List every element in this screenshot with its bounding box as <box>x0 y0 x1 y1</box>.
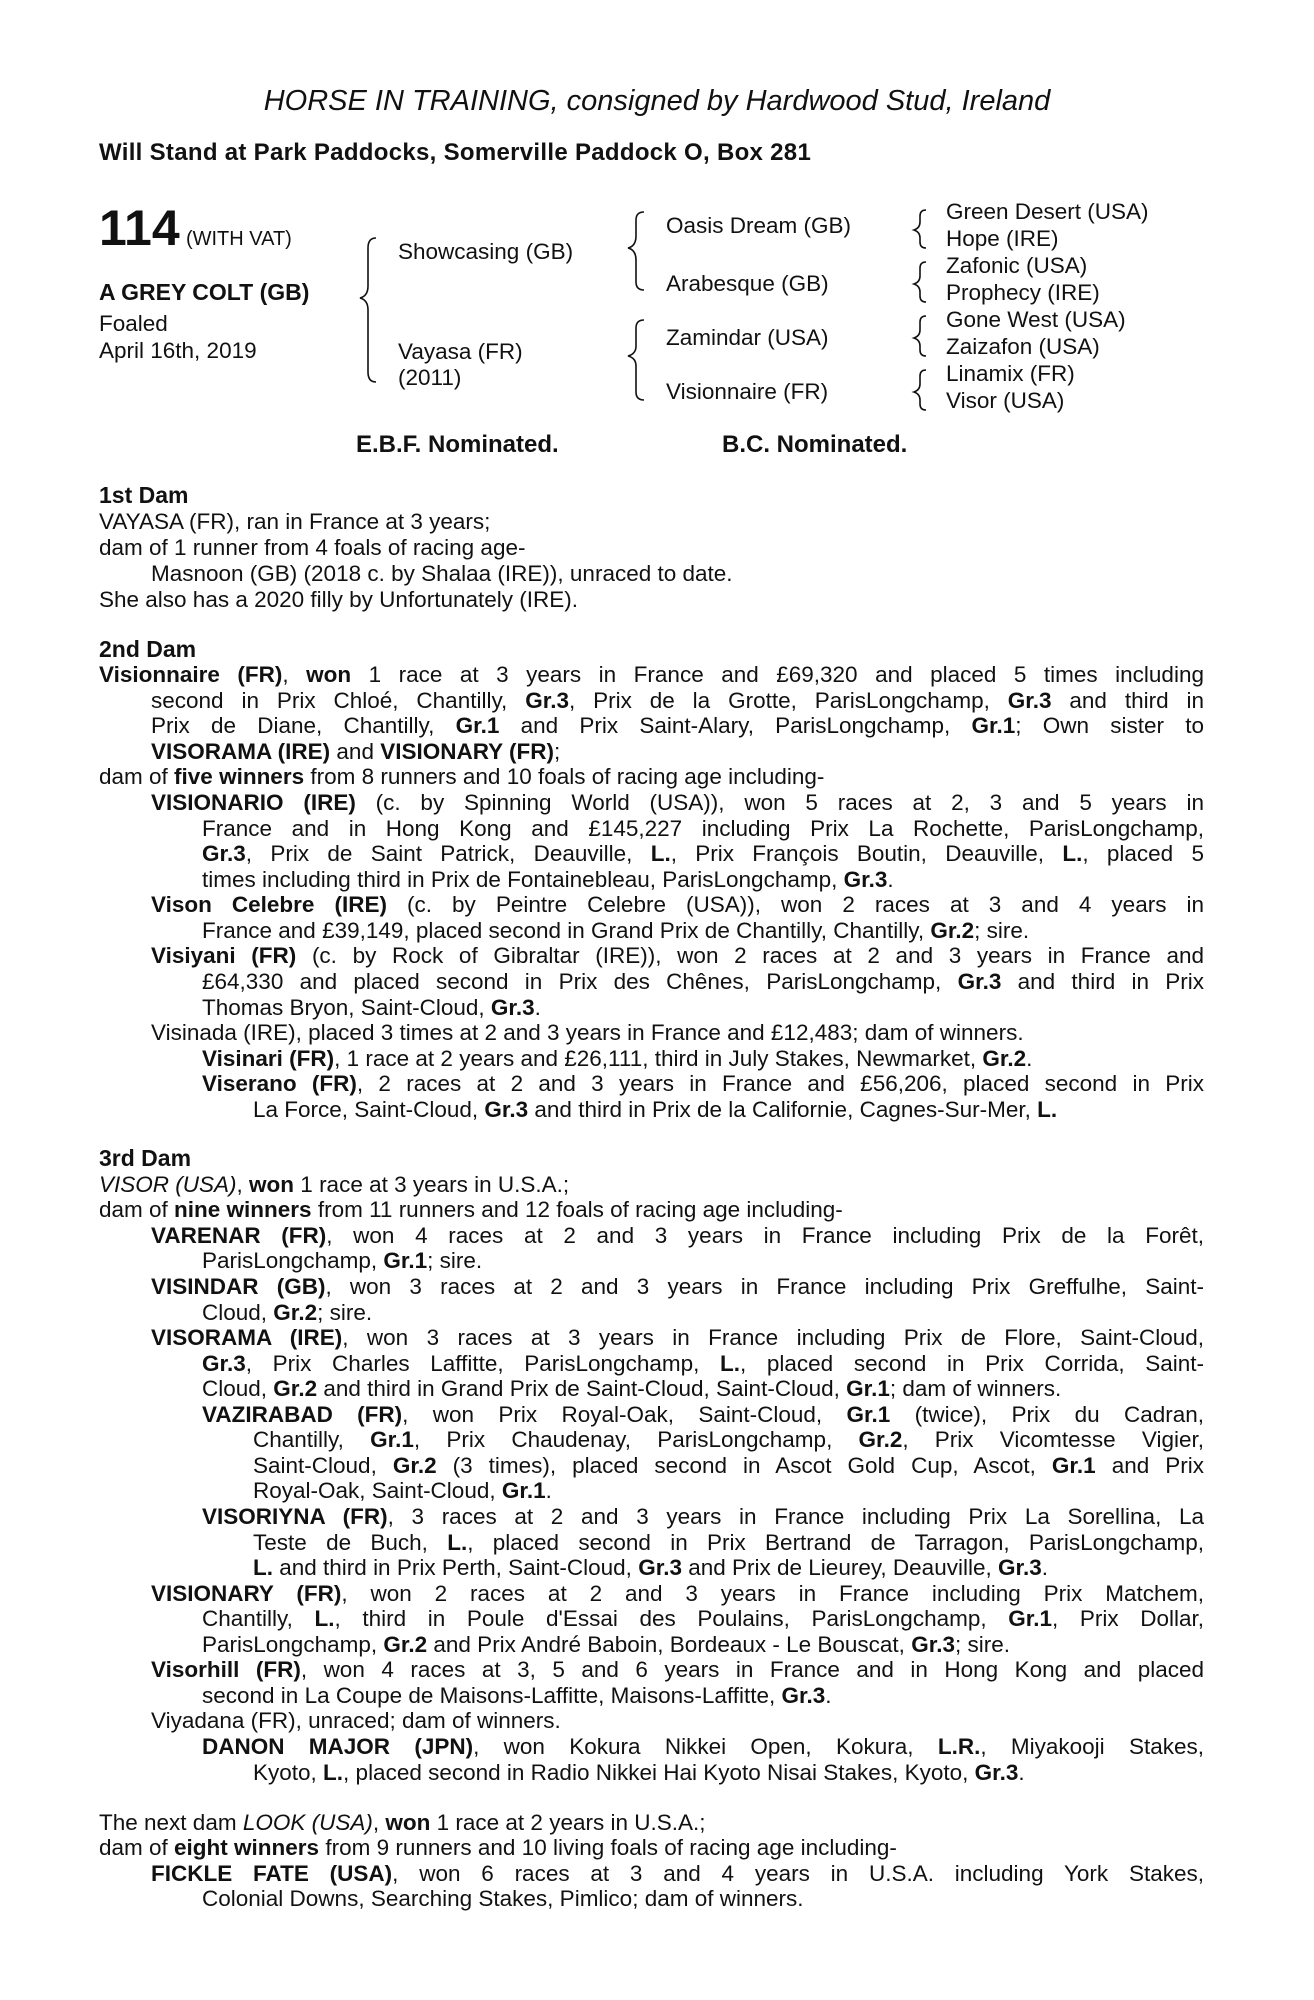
horse-name: VISOR (USA) <box>99 1172 237 1197</box>
text-run: ; Own sister to <box>1015 713 1205 738</box>
second-dam-line <box>99 764 824 790</box>
next-dam-line: Colonial Downs, Searching Stakes, Pimlico; dam of winners. <box>202 1886 804 1911</box>
second-dam-line <box>253 1097 1057 1123</box>
horse-name: VISIONARIO (IRE) <box>151 790 356 815</box>
third-dam-line <box>253 1427 1204 1453</box>
third-dam-line <box>202 1248 482 1274</box>
grade: Gr.1 <box>846 1402 891 1427</box>
third-dam-line <box>202 1734 1204 1760</box>
third-dam-line <box>151 1657 1204 1683</box>
first-dam-line: She also has a 2020 filly by Unfortunately (IRE). <box>99 587 578 612</box>
text-run: Chantilly, <box>202 1606 315 1631</box>
grade: Gr.1 <box>1051 1453 1096 1478</box>
horse-name: Viserano (FR) <box>202 1071 357 1096</box>
text-run: ; sire. <box>317 1300 373 1325</box>
text-run: , won 4 races at 2 and 3 years in France including Prix de la Forêt, <box>326 1223 1204 1248</box>
grade: Gr.3 <box>490 995 535 1020</box>
third-dam-line <box>253 1478 552 1504</box>
text-run: and third in Prix <box>1001 969 1204 994</box>
text-run: from 8 runners and 10 foals of racing age including- <box>304 764 825 789</box>
grade: Gr.3 <box>911 1632 955 1657</box>
lot-number: 114 <box>99 200 180 256</box>
text-run: , <box>372 1810 386 1835</box>
dam-name: Vayasa (FR) <box>398 339 523 364</box>
text-run: from 9 runners and 10 living foals of racing age including- <box>319 1835 897 1860</box>
text-run: and <box>330 739 381 764</box>
third-dam-line <box>202 1351 1204 1377</box>
text-run: second in La Coupe de Maisons-Laffitte, Maisons-Laffitte, <box>202 1683 782 1708</box>
grade: Gr.1 <box>383 1248 428 1273</box>
text-run: Teste de Buch, <box>253 1530 448 1555</box>
horse-name: FICKLE FATE (USA) <box>151 1861 393 1886</box>
horse-name: VISORIYNA (FR) <box>202 1504 388 1529</box>
dam-parents-brace <box>628 320 644 400</box>
grade: L. <box>1062 841 1083 866</box>
text-run: eight winners <box>174 1835 320 1860</box>
grade: Gr.2 <box>273 1376 318 1401</box>
text-run: and third in <box>1051 688 1205 713</box>
third-dam-line <box>151 1325 1204 1351</box>
grade: Gr.3 <box>638 1555 682 1580</box>
text-run: , Miyakooji Stakes, <box>980 1734 1204 1759</box>
horse-name: Visorhill (FR) <box>151 1657 301 1682</box>
dam-year: (2011) <box>398 365 462 390</box>
horse-name: VAZIRABAD (FR) <box>202 1402 403 1427</box>
grade: Gr.1 <box>455 713 500 738</box>
second-dam-line <box>202 918 1029 944</box>
third-dam-line <box>151 1581 1204 1607</box>
second-dam-line: France and in Hong Kong and £145,227 including Prix La Rochette, ParisLongchamp, <box>202 816 1204 841</box>
text-run: Prix de Diane, Chantilly, <box>151 713 456 738</box>
text-run: and Prix <box>1095 1453 1204 1478</box>
lot-description: A GREY COLT (GB) <box>99 279 310 305</box>
gen4-4: Prophecy (IRE) <box>946 280 1100 305</box>
text-run: and third in Prix Perth, Saint-Cloud, <box>273 1555 639 1580</box>
grade: Gr.2 <box>982 1046 1027 1071</box>
text-run: Saint-Cloud, <box>253 1453 393 1478</box>
text-run: (c. by Spinning World (USA)), won 5 races at 2, 3 and 5 years in <box>355 790 1204 815</box>
page-title: HORSE IN TRAINING, consigned by Hardwood Stud, Ireland <box>263 85 1051 117</box>
first-dam-line: dam of 1 runner from 4 foals of racing age- <box>99 535 526 560</box>
text-run: and Prix Saint-Alary, ParisLongchamp, <box>499 713 972 738</box>
grade: Gr.1 <box>971 713 1016 738</box>
grade: Gr.3 <box>974 1760 1019 1785</box>
text-run: second in Prix Chloé, Chantilly, <box>151 688 526 713</box>
grade: Gr.2 <box>273 1300 318 1325</box>
first-dam-heading: 1st Dam <box>99 482 189 508</box>
grade: Gr.3 <box>957 969 1002 994</box>
text-run: , Prix Charles Laffitte, ParisLongchamp, <box>245 1351 720 1376</box>
text-run: The next dam <box>99 1810 243 1835</box>
horse-name: Visiyani (FR) <box>151 943 297 968</box>
text-run: 1 race at 3 years in U.S.A.; <box>294 1172 570 1197</box>
text-run: , won 3 races at 2 and 3 years in France including Prix Greffulhe, Saint- <box>325 1274 1204 1299</box>
text-run: £64,330 and placed second in Prix des Chênes, ParisLongchamp, <box>202 969 958 994</box>
text-run: ; sire. <box>974 918 1030 943</box>
sire-sire: Oasis Dream (GB) <box>666 213 852 238</box>
text-run: Kyoto, <box>253 1760 324 1785</box>
text-run: . <box>887 867 894 892</box>
text-run: , placed second in Prix Corrida, Saint- <box>740 1351 1204 1376</box>
stand-location: Will Stand at Park Paddocks, Somerville Paddock O, Box 281 <box>99 139 812 166</box>
gen4-8: Visor (USA) <box>946 388 1065 413</box>
text-run: , won Prix Royal-Oak, Saint-Cloud, <box>402 1402 847 1427</box>
second-dam-line <box>202 969 1204 995</box>
text-run: ; <box>553 739 561 764</box>
sire-dam: Arabesque (GB) <box>666 271 829 296</box>
grade: Gr.2 <box>383 1632 428 1657</box>
text-run: . <box>1018 1760 1025 1785</box>
text-run: and third in Grand Prix de Saint-Cloud, Saint-Cloud, <box>317 1376 847 1401</box>
text-run: dam of <box>99 764 175 789</box>
text-run: . <box>545 1478 552 1503</box>
second-dam-line <box>151 790 1204 816</box>
text-run: , <box>282 662 307 687</box>
horse-name: Visionnaire (FR) <box>99 662 283 687</box>
text-run: won <box>385 1810 431 1835</box>
text-run: ; sire. <box>427 1248 483 1273</box>
text-run: , third in Poule d'Essai des Poulains, ParisLongchamp, <box>334 1606 1009 1631</box>
text-run: , placed 5 <box>1082 841 1204 866</box>
text-run: . <box>534 995 541 1020</box>
second-dam-line <box>202 1071 1204 1097</box>
horse-name: VISIONARY (FR) <box>380 739 554 764</box>
grade: Gr.3 <box>1007 688 1052 713</box>
third-dam-line <box>253 1453 1204 1479</box>
grade: L. <box>253 1555 273 1580</box>
text-run: . <box>1041 1555 1049 1580</box>
text-run: , 3 races at 2 and 3 years in France including Prix La Sorellina, La <box>387 1504 1205 1529</box>
bc-nomination: B.C. Nominated. <box>722 431 908 458</box>
third-dam-line <box>202 1632 1010 1658</box>
gen4-5: Gone West (USA) <box>946 307 1126 332</box>
text-run: won <box>249 1172 295 1197</box>
grade: L.R. <box>937 1734 981 1759</box>
third-dam-line <box>202 1606 1204 1632</box>
text-run: nine winners <box>174 1197 312 1222</box>
second-dam-line <box>151 892 1204 918</box>
text-run: Cloud, <box>202 1300 274 1325</box>
third-dam-line <box>151 1274 1204 1300</box>
text-run: , won 2 races at 2 and 3 years in France including Prix Matchem, <box>341 1581 1204 1606</box>
horse-name: VARENAR (FR) <box>151 1223 327 1248</box>
gen4-1: Green Desert (USA) <box>946 199 1149 224</box>
second-dam-line <box>202 1046 1032 1072</box>
grade: Gr.1 <box>846 1376 890 1401</box>
third-dam-line <box>202 1683 832 1709</box>
text-run: France and £39,149, placed second in Grand Prix de Chantilly, Chantilly, <box>202 918 931 943</box>
text-run: , Prix François Boutin, Deauville, <box>670 841 1063 866</box>
second-dam-line <box>151 739 560 765</box>
text-run: , won Kokura Nikkei Open, Kokura, <box>473 1734 938 1759</box>
text-run: , Prix Dollar, <box>1052 1606 1204 1631</box>
vat-label: (WITH VAT) <box>185 228 292 250</box>
text-run: and Prix de Lieurey, Deauville, <box>681 1555 998 1580</box>
third-dam-line <box>253 1555 1048 1581</box>
text-run: , placed second in Radio Nikkei Hai Kyoto Nisai Stakes, Kyoto, <box>343 1760 975 1785</box>
text-run: , won 4 races at 3, 5 and 6 years in France and in Hong Kong and placed <box>300 1657 1205 1682</box>
second-dam-heading: 2nd Dam <box>99 636 197 662</box>
next-dam-line <box>99 1835 897 1861</box>
gen4-6: Zaizafon (USA) <box>946 334 1100 359</box>
text-run: , placed second in Prix Bertrand de Tarragon, ParisLongchamp, <box>467 1530 1204 1555</box>
second-dam-line <box>151 943 1204 969</box>
third-dam-line <box>202 1402 1204 1428</box>
text-run: won <box>306 662 352 687</box>
gen4-2: Hope (IRE) <box>946 226 1059 251</box>
third-dam-line <box>202 1300 372 1326</box>
text-run: , Prix Chaudenay, ParisLongchamp, <box>413 1427 859 1452</box>
third-dam-line <box>151 1223 1204 1249</box>
text-run: dam of <box>99 1835 175 1860</box>
first-dam-line: VAYASA (FR), ran in France at 3 years; <box>99 509 491 534</box>
text-run: , Prix Vicomtesse Vigier, <box>902 1427 1205 1452</box>
text-run: (3 times), placed second in Ascot Gold Cup, Ascot, <box>436 1453 1052 1478</box>
second-dam-line <box>151 713 1204 739</box>
horse-name: VISIONARY (FR) <box>151 1581 342 1606</box>
sire-parents-brace <box>628 212 644 290</box>
grade: Gr.2 <box>392 1453 437 1478</box>
first-dam-line: Masnoon (GB) (2018 c. by Shalaa (IRE)), unraced to date. <box>151 561 733 586</box>
horse-name: VISINDAR (GB) <box>151 1274 326 1299</box>
second-dam-line: Visinada (IRE), placed 3 times at 2 and 3 years in France and £12,483; dam of winners. <box>151 1020 1024 1045</box>
gen4-3: Zafonic (USA) <box>946 253 1088 278</box>
grade: Gr.3 <box>202 1351 246 1376</box>
second-dam-line <box>202 841 1204 867</box>
ebf-nomination: E.B.F. Nominated. <box>356 431 559 458</box>
horse-name: DANON MAJOR (JPN) <box>202 1734 474 1759</box>
text-run: Thomas Bryon, Saint-Cloud, <box>202 995 491 1020</box>
text-run: 1 race at 2 years in U.S.A.; <box>430 1810 706 1835</box>
grade: Gr.3 <box>202 841 246 866</box>
dam-sire: Zamindar (USA) <box>666 325 829 350</box>
horse-name: VISORAMA (IRE) <box>151 1325 343 1350</box>
next-dam-line <box>151 1861 1204 1887</box>
text-run: . <box>825 1683 832 1708</box>
text-run: (c. by Rock of Gibraltar (IRE)), won 2 races at 2 and 3 years in France and <box>296 943 1204 968</box>
grade: Gr.3 <box>997 1555 1042 1580</box>
third-dam-line <box>253 1760 1025 1786</box>
grade: L. <box>314 1606 335 1631</box>
horse-name: Vison Celebre (IRE) <box>151 892 387 917</box>
third-dam-line <box>99 1197 843 1223</box>
grade: L. <box>720 1351 740 1376</box>
text-run: , won 3 races at 3 years in France including Prix de Flore, Saint-Cloud, <box>342 1325 1204 1350</box>
third-dam-line <box>202 1504 1204 1530</box>
text-run: and Prix André Baboin, Bordeaux - Le Bouscat, <box>427 1632 912 1657</box>
text-run: ; dam of winners. <box>889 1376 1062 1401</box>
text-run: . <box>1026 1046 1033 1071</box>
horse-name: VISORAMA (IRE) <box>151 739 331 764</box>
third-dam-line <box>253 1530 1204 1556</box>
grade: Gr.3 <box>781 1683 826 1708</box>
text-run: , Prix de Saint Patrick, Deauville, <box>245 841 651 866</box>
next-dam-line <box>99 1810 706 1836</box>
horse-name: Visinari (FR) <box>202 1046 335 1071</box>
text-run: , 2 races at 2 and 3 years in France and £56,206, placed second in Prix <box>356 1071 1204 1096</box>
text-run: ; sire. <box>954 1632 1010 1657</box>
grade: L. <box>323 1760 344 1785</box>
text-run: from 11 runners and 12 foals of racing age including- <box>311 1197 843 1222</box>
grade: Gr.2 <box>858 1427 903 1452</box>
grade: Gr.3 <box>843 867 888 892</box>
sire-name: Showcasing (GB) <box>398 239 574 264</box>
text-run: dam of <box>99 1197 175 1222</box>
third-dam-heading: 3rd Dam <box>99 1145 192 1171</box>
grade: Gr.1 <box>1008 1606 1052 1631</box>
text-run: times including third in Prix de Fontainebleau, ParisLongchamp, <box>202 867 844 892</box>
foaled-date: April 16th, 2019 <box>99 338 257 363</box>
text-run: , <box>236 1172 250 1197</box>
third-dam-line <box>202 1376 1061 1402</box>
text-run: and third in Prix de la Californie, Cagnes-Sur-Mer, <box>528 1097 1038 1122</box>
text-run: ParisLongchamp, <box>202 1632 384 1657</box>
text-run: , Prix de la Grotte, ParisLongchamp, <box>568 688 1008 713</box>
grade: L. <box>650 841 671 866</box>
grade: L. <box>447 1530 468 1555</box>
second-dam-line <box>99 662 1204 688</box>
third-dam-line <box>99 1172 569 1198</box>
text-run: ParisLongchamp, <box>202 1248 384 1273</box>
text-run: five winners <box>174 764 305 789</box>
grade: Gr.1 <box>501 1478 546 1503</box>
sire-dam-brace <box>360 238 376 382</box>
horse-name: LOOK (USA) <box>242 1810 373 1835</box>
grade: Gr.1 <box>370 1427 414 1452</box>
grade: L. <box>1037 1097 1058 1122</box>
grade: Gr.3 <box>525 688 569 713</box>
text-run: Royal-Oak, Saint-Cloud, <box>253 1478 502 1503</box>
grade: Gr.2 <box>930 918 975 943</box>
grade: Gr.3 <box>484 1097 529 1122</box>
text-run: , 1 race at 2 years and £26,111, third in July Stakes, Newmarket, <box>334 1046 983 1071</box>
text-run: Chantilly, <box>253 1427 371 1452</box>
second-dam-line <box>202 867 894 893</box>
second-dam-line <box>202 995 541 1021</box>
text-run: (twice), Prix du Cadran, <box>890 1402 1204 1427</box>
text-run: Cloud, <box>202 1376 274 1401</box>
foaled-label: Foaled <box>99 311 168 336</box>
text-run: , won 6 races at 3 and 4 years in U.S.A. including York Stakes, <box>392 1861 1204 1886</box>
text-run: 1 race at 3 years in France and £69,320 and placed 5 times including <box>351 662 1204 687</box>
text-run: (c. by Peintre Celebre (USA)), won 2 races at 3 and 4 years in <box>386 892 1204 917</box>
second-dam-line <box>151 688 1204 714</box>
text-run: La Force, Saint-Cloud, <box>253 1097 485 1122</box>
gen4-7: Linamix (FR) <box>946 361 1075 386</box>
third-dam-line: Viyadana (FR), unraced; dam of winners. <box>151 1708 561 1733</box>
dam-dam: Visionnaire (FR) <box>666 379 829 404</box>
